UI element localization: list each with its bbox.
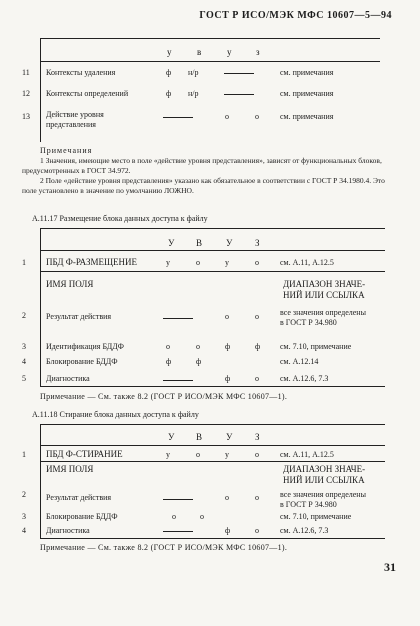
- row-number: 4: [22, 357, 26, 366]
- row-note: см. А.11, А.12.5: [280, 450, 334, 459]
- row-label: Контексты удаления: [46, 68, 116, 77]
- col-header-v: в: [197, 47, 202, 57]
- cell-value: ф: [225, 526, 231, 535]
- pdu-label: ПБД Ф-РАЗМЕЩЕНИЕ: [46, 257, 138, 267]
- cell-value: о: [255, 312, 259, 321]
- dash-mark: [163, 380, 193, 381]
- row-note: см. А.12.14: [280, 357, 319, 366]
- page-header: ГОСТ Р ИСО/МЭК МФС 10607—5—94: [199, 10, 392, 21]
- cell-value: о: [166, 342, 170, 351]
- row-label: Диагностика: [46, 374, 90, 383]
- cell-value: н/р: [188, 68, 199, 77]
- row-note: см. 7.10, примечание: [280, 512, 352, 521]
- row-number: 5: [22, 374, 26, 383]
- row-number: 11: [22, 68, 30, 77]
- cell-value: ф: [166, 357, 172, 366]
- cell-value: о: [196, 342, 200, 351]
- cell-value: о: [255, 112, 259, 121]
- dash-mark: [163, 117, 193, 118]
- cell-value: н/р: [188, 89, 199, 98]
- note-2: 2 Поле «действие уровня представления» указано как обязательное в соответствии с ГОСТ Р 34.1980.4. Это поле установлено в значение по умолчанию ЛОЖНО.: [22, 176, 385, 195]
- row-label: Блокирование БДДФ: [46, 357, 118, 366]
- row-note: см. А.11, А.12.5: [280, 258, 334, 267]
- range-header: ДИАПАЗОН ЗНАЧЕ-: [283, 279, 366, 289]
- row-label: Результат действия: [46, 493, 112, 502]
- range-header: НИЙ ИЛИ ССЫЛКА: [283, 290, 365, 300]
- cell-value: ф: [255, 342, 261, 351]
- col-header-u2: У: [226, 432, 233, 442]
- row-note: в ГОСТ Р 34.980: [280, 318, 337, 327]
- cell-value: о: [196, 450, 200, 459]
- cell-value: о: [200, 512, 204, 521]
- row-number: 3: [22, 512, 26, 521]
- field-name-header: ИМЯ ПОЛЯ: [46, 279, 94, 289]
- col-header-z: З: [255, 238, 260, 248]
- cell-value: у: [225, 258, 229, 267]
- dash-mark: [163, 499, 193, 500]
- row-number: 12: [22, 89, 30, 98]
- cell-value: о: [255, 374, 259, 383]
- section2-footnote: Примечание — См. также 8.2 (ГОСТ Р ИСО/МЭК МФС 10607—1).: [40, 543, 288, 552]
- cell-value: ф: [225, 342, 231, 351]
- dash-mark: [163, 531, 193, 532]
- cell-value: ф: [225, 374, 231, 383]
- dash-mark: [224, 73, 254, 74]
- dash-mark: [224, 94, 254, 95]
- cell-value: у: [225, 450, 229, 459]
- row-label: Результат действия: [46, 312, 112, 321]
- cell-value: у: [166, 450, 170, 459]
- col-header-u2: у: [227, 47, 232, 57]
- row-label: Диагностика: [46, 526, 90, 535]
- col-header-u1: у: [167, 47, 172, 57]
- row-note: см. примечания: [280, 112, 334, 121]
- cell-value: о: [255, 526, 259, 535]
- cell-value: о: [225, 112, 229, 121]
- row-note: все значения определены: [280, 308, 366, 317]
- row-number: 1: [22, 258, 26, 267]
- row-number: 13: [22, 112, 30, 121]
- row-label: Контексты определений: [46, 89, 129, 98]
- page-number: 31: [384, 560, 396, 574]
- field-name-header: ИМЯ ПОЛЯ: [46, 464, 94, 474]
- cell-value: о: [225, 493, 229, 502]
- row-note: в ГОСТ Р 34.980: [280, 500, 337, 509]
- row-label: Действие уровня представления: [46, 110, 104, 129]
- note-1: 1 Значения, имеющие место в поле «действие уровня представления», зависят от функциональных блоков, предусмотренных в ГОСТ 34.972.: [22, 156, 382, 175]
- row-label: Блокирование БДДФ: [46, 512, 118, 521]
- row-number: 4: [22, 526, 26, 535]
- col-header-v: В: [196, 432, 203, 442]
- cell-value: о: [225, 312, 229, 321]
- cell-value: ф: [166, 89, 172, 98]
- row-note: см. А.12.6, 7.3: [280, 374, 329, 383]
- row-number: 1: [22, 450, 26, 459]
- row-note: см. А.12.6, 7.3: [280, 526, 329, 535]
- section-title: А.11.18 Стирание блока данных доступа к файлу: [32, 410, 199, 419]
- row-note: см. примечания: [280, 68, 334, 77]
- notes-title: Примечания: [40, 146, 93, 155]
- row-note: см. примечания: [280, 89, 334, 98]
- row-label: Идентификация БДДФ: [46, 342, 125, 351]
- col-header-v: В: [196, 238, 203, 248]
- cell-value: о: [255, 493, 259, 502]
- row-note: все значения определены: [280, 490, 366, 499]
- cell-value: о: [255, 258, 259, 267]
- cell-value: у: [166, 258, 170, 267]
- dash-mark: [163, 318, 193, 319]
- cell-value: о: [172, 512, 176, 521]
- range-header: ДИАПАЗОН ЗНАЧЕ-: [283, 464, 366, 474]
- cell-value: о: [196, 258, 200, 267]
- col-header-z: З: [255, 432, 260, 442]
- row-number: 2: [22, 311, 26, 320]
- cell-value: ф: [196, 357, 202, 366]
- pdu-label: ПБД Ф-СТИРАНИЕ: [46, 449, 123, 459]
- cell-value: о: [255, 450, 259, 459]
- section-title: А.11.17 Размещение блока данных доступа к файлу: [32, 214, 208, 223]
- row-number: 3: [22, 342, 26, 351]
- row-note: см. 7.10, примечание: [280, 342, 352, 351]
- range-header: НИЙ ИЛИ ССЫЛКА: [283, 475, 365, 485]
- cell-value: ф: [166, 68, 172, 77]
- col-header-u1: У: [168, 432, 175, 442]
- section1-footnote: Примечание — См. также 8.2 (ГОСТ Р ИСО/МЭК МФС 10607—1).: [40, 392, 288, 401]
- col-header-u2: У: [226, 238, 233, 248]
- col-header-u1: У: [168, 238, 175, 248]
- row-number: 2: [22, 490, 26, 499]
- col-header-z: з: [256, 47, 260, 57]
